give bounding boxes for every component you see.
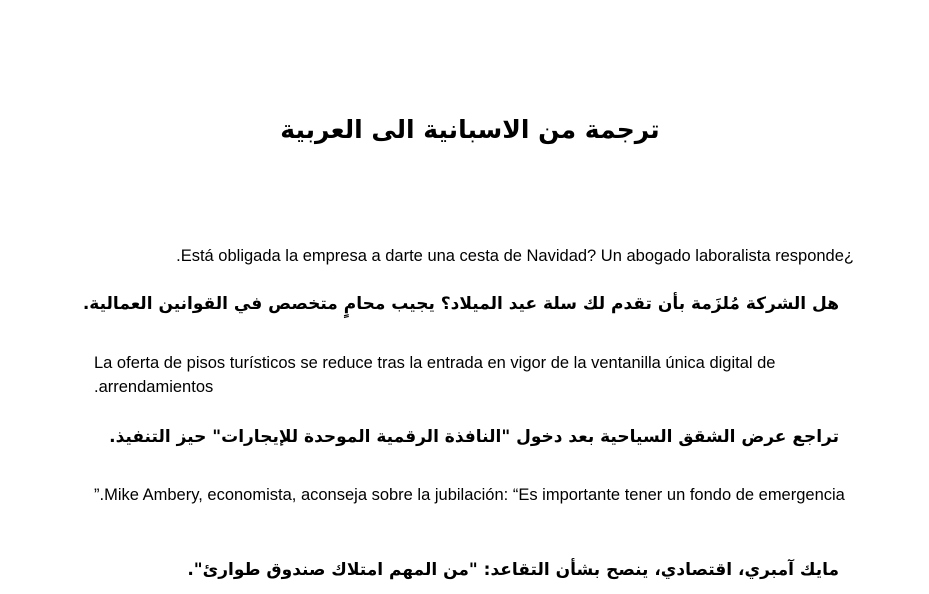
spanish-sentence-3: Mike Ambery, economista, aconseja sobre la jubilación: “Es importante tener un fondo de emergencia.” <box>94 486 845 504</box>
arabic-translation-1: هل الشركة مُلزَمة بأن تقدم لك سلة عيد الميلاد؟ يجيب محامٍ متخصص في القوانين العمالية. <box>82 294 839 314</box>
spanish-sentence-1: ¿Está obligada la empresa a darte una cesta de Navidad? Un abogado laboralista responde. <box>176 247 854 265</box>
arabic-translation-2: تراجع عرض الشقق السياحية بعد دخول "النافذة الرقمية الموحدة للإيجارات" حيز التنفيذ. <box>109 427 839 447</box>
document-title: ترجمة من الاسبانية الى العربية <box>280 115 660 144</box>
arabic-translation-3: مايك آمبري، اقتصادي، ينصح بشأن التقاعد: "من المهم امتلاك صندوق طوارئ". <box>187 560 839 580</box>
spanish-sentence-2: La oferta de pisos turísticos se reduce tras la entrada en vigor de la ventanilla única digital de arrendamientos. <box>94 354 776 396</box>
